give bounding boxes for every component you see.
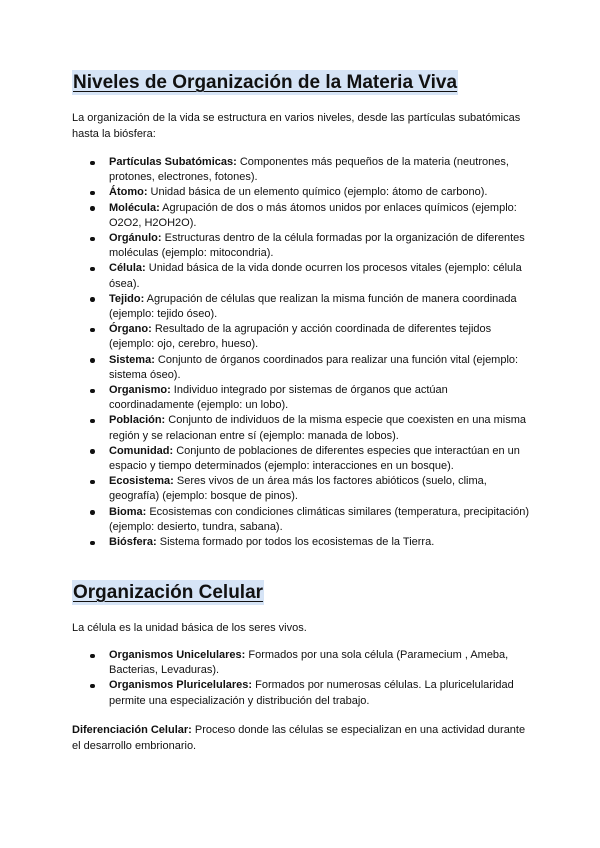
- differentiation-term: Diferenciación Celular:: [72, 724, 192, 736]
- bullet-icon: [90, 191, 95, 196]
- item-term: Biósfera:: [109, 536, 157, 549]
- cellular-list: [72, 648, 532, 709]
- item-desc: Formados por una sola célula (Paramecium , Ameba, Bacterias, Levaduras).: [109, 649, 509, 677]
- item-term: Molécula:: [109, 201, 160, 214]
- list-item: [72, 201, 532, 231]
- item-desc: Resultado de la agrupación y acción coordinada de diferentes tejidos (ejemplo: ojo, cerebro, hueso).: [109, 323, 492, 351]
- item-desc: Conjunto de órganos coordinados para realizar una función vital (ejemplo: sistema óseo).: [109, 353, 519, 381]
- bullet-icon: [90, 419, 95, 424]
- list-item: [72, 322, 532, 352]
- item-desc: Componentes más pequeños de la materia (neutrones, protones, electrones, fotones).: [109, 156, 509, 184]
- item-term: Tejido:: [109, 292, 145, 305]
- bullet-icon: [90, 510, 95, 515]
- item-desc: Formados por numerosas células. La pluricelularidad permite una especialización y distribución del trabajo.: [109, 679, 514, 707]
- bullet-icon: [90, 237, 95, 242]
- levels-list: [72, 155, 532, 550]
- item-desc: Conjunto de poblaciones de diferentes especies que interactúan en un espacio y tiempo determinados (ejemplo: interacciones en un bosque).: [109, 444, 520, 473]
- list-item: [72, 353, 532, 383]
- list-item: [72, 678, 532, 708]
- section-intro-cellular: La célula es la unidad básica de los seres vivos.: [72, 622, 307, 634]
- item-term: Partículas Subatómicas:: [109, 156, 237, 168]
- bullet-icon: [90, 297, 95, 302]
- item-term: Organismo:: [109, 384, 171, 397]
- item-desc: Sistema formado por todos los ecosistemas de la Tierra.: [156, 536, 435, 549]
- bullet-icon: [90, 684, 95, 689]
- bullet-icon: [90, 389, 95, 394]
- list-item: [72, 474, 532, 504]
- bullet-icon: [90, 654, 95, 659]
- list-item: [72, 413, 532, 443]
- bullet-icon: [90, 449, 95, 454]
- section-intro-levels: La organización de la vida se estructura en varios niveles, desde las partículas subatómicas hasta la biósfera:: [72, 112, 521, 140]
- bullet-icon: [90, 541, 95, 546]
- bullet-icon: [90, 161, 95, 166]
- bullet-icon: [90, 358, 95, 363]
- list-item: [72, 185, 532, 200]
- item-term: Átomo:: [109, 186, 148, 199]
- item-term: Comunidad:: [109, 444, 174, 457]
- bullet-icon: [90, 267, 95, 272]
- bullet-icon: [90, 328, 95, 333]
- item-term: Sistema:: [109, 353, 155, 366]
- item-desc: Unidad básica de la vida donde ocurren los procesos vitales (ejemplo: célula ósea).: [109, 262, 522, 290]
- item-term: Célula:: [109, 262, 146, 275]
- bullet-icon: [90, 206, 95, 211]
- list-item: [72, 444, 532, 474]
- section-title-levels: Niveles de Organización de la Materia Viva: [73, 72, 458, 93]
- list-item: [72, 505, 532, 535]
- item-desc: Agrupación de células que realizan la misma función de manera coordinada (ejemplo: tejido óseo).: [109, 292, 517, 321]
- list-item: [72, 231, 532, 261]
- item-term: Ecosistema:: [109, 475, 174, 488]
- list-item: [72, 383, 532, 413]
- item-term: Organismos Pluricelulares:: [109, 679, 253, 692]
- item-desc: Agrupación de dos o más átomos unidos por enlaces químicos (ejemplo: O2O2, H2OH2O).: [109, 201, 517, 229]
- item-desc: Estructuras dentro de la célula formadas por la organización de diferentes moléculas (ejemplo: mitocondria).: [109, 232, 525, 260]
- list-item: [72, 292, 532, 322]
- item-term: Organismos Unicelulares:: [109, 649, 246, 661]
- item-desc: Conjunto de individuos de la misma especie que coexisten en una misma región y se relacionan entre sí (ejemplo: manada de lobos).: [109, 414, 526, 442]
- item-term: Bioma:: [109, 505, 147, 518]
- item-term: Población:: [109, 414, 166, 427]
- item-desc: Individuo integrado por sistemas de órganos que actúan coordinadamente (ejemplo: un lobo).: [109, 384, 448, 412]
- section-title-cellular: Organización Celular: [73, 582, 264, 603]
- list-item: [72, 535, 532, 550]
- item-desc: Seres vivos de un área más los factores abióticos (suelo, clima, geografía) (ejemplo: bosque de pinos).: [109, 475, 487, 503]
- item-term: Órgano:: [109, 323, 152, 336]
- differentiation-desc: Proceso donde las células se especializan en una actividad durante el desarrollo embrionario.: [72, 724, 526, 752]
- list-item: [72, 261, 532, 291]
- item-term: Orgánulo:: [109, 232, 162, 245]
- list-item: [72, 155, 532, 185]
- list-item: [72, 648, 532, 678]
- item-desc: Ecosistemas con condiciones climáticas similares (temperatura, precipitación) (ejemplo: desierto, tundra, sabana).: [109, 505, 529, 533]
- item-desc: Unidad básica de un elemento químico (ejemplo: átomo de carbono).: [147, 186, 488, 199]
- bullet-icon: [90, 480, 95, 485]
- differentiation-paragraph: [72, 723, 532, 754]
